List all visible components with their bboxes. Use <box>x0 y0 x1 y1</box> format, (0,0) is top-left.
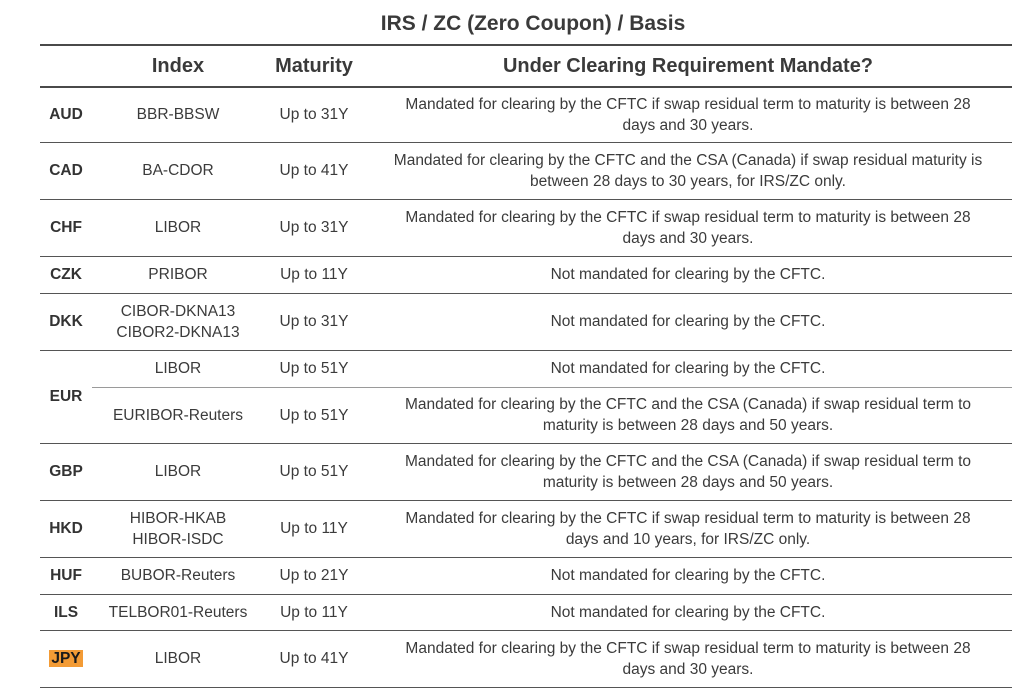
currency-cell: AUD <box>40 87 92 142</box>
currency-cell: DKK <box>40 293 92 350</box>
maturity-cell: Up to 51Y <box>264 350 364 387</box>
index-cell: BBR-BBSW <box>92 87 264 142</box>
currency-cell: CHF <box>40 199 92 256</box>
maturity-cell: Up to 11Y <box>264 500 364 557</box>
maturity-cell: Up to 11Y <box>264 256 364 293</box>
index-cell: LIBOR <box>92 443 264 500</box>
maturity-cell: Up to 31Y <box>264 199 364 256</box>
mandate-line: Mandated for clearing by the CFTC if swap residual term to maturity is between 28 <box>405 95 971 113</box>
mandate-line: Mandated for clearing by the CFTC and the CSA (Canada) if swap residual term to <box>404 396 972 413</box>
maturity-cell: Up to 41Y <box>264 630 364 687</box>
mandate-line: Mandated for clearing by the CFTC if swap residual term to maturity is between 28 <box>405 509 971 527</box>
table-row <box>40 256 1012 293</box>
index-line: HIBOR-ISDC <box>132 530 224 548</box>
mandate-cell <box>364 387 1012 443</box>
index-line: CIBOR2-DKNA13 <box>116 323 240 341</box>
mandate-cell <box>364 199 1012 256</box>
maturity-cell: Up to 11Y <box>264 594 364 630</box>
mandate-cell: Not mandated for clearing by the CFTC. <box>364 293 1012 350</box>
header-currency <box>40 46 92 87</box>
table-row <box>40 557 1012 594</box>
mandate-cell: Not mandated for clearing by the CFTC. <box>364 350 1012 387</box>
table-row <box>40 387 1012 443</box>
currency-cell: HUF <box>40 557 92 594</box>
index-cell: LIBOR <box>92 350 264 387</box>
index-cell <box>92 293 264 350</box>
mandate-cell <box>364 630 1012 687</box>
clearing-mandate-table-container <box>40 0 1012 688</box>
table-row <box>40 500 1012 557</box>
index-line: CIBOR-DKNA13 <box>120 302 236 320</box>
mandate-cell <box>364 500 1012 557</box>
mandate-line: Mandated for clearing by the CFTC and the CSA (Canada) if swap residual term to <box>404 452 972 470</box>
table-row <box>40 142 1012 199</box>
table-title: IRS / ZC (Zero Coupon) / Basis <box>40 0 1012 46</box>
highlighted-currency: JPY <box>51 650 81 667</box>
mandate-line: Mandated for clearing by the CFTC if swap residual term to maturity is between 28 <box>405 639 971 657</box>
mandate-cell: Not mandated for clearing by the CFTC. <box>364 256 1012 293</box>
header-index: Index <box>92 46 264 87</box>
mandate-line: days and 30 years. <box>622 660 754 678</box>
index-cell: LIBOR <box>92 630 264 687</box>
maturity-cell: Up to 51Y <box>264 443 364 500</box>
mandate-cell: Not mandated for clearing by the CFTC. <box>364 557 1012 594</box>
table-row <box>40 87 1012 142</box>
index-cell: PRIBOR <box>92 256 264 293</box>
mandate-line: between 28 days to 30 years, for IRS/ZC only. <box>530 172 846 190</box>
maturity-cell: Up to 51Y <box>264 387 364 443</box>
maturity-cell: Up to 31Y <box>264 293 364 350</box>
index-cell <box>92 500 264 557</box>
maturity-cell: Up to 41Y <box>264 142 364 199</box>
table-row <box>40 630 1012 687</box>
table-row <box>40 443 1012 500</box>
mandate-cell <box>364 142 1012 199</box>
index-cell: BUBOR-Reuters <box>92 557 264 594</box>
header-row <box>40 46 1012 87</box>
mandate-line: Mandated for clearing by the CFTC and the CSA (Canada) if swap residual maturity is <box>393 151 983 169</box>
header-mandate: Under Clearing Requirement Mandate? <box>364 46 1012 87</box>
mandate-cell <box>364 87 1012 142</box>
clearing-mandate-table <box>40 46 1012 688</box>
mandate-line: days and 30 years. <box>622 116 754 134</box>
header-maturity: Maturity <box>264 46 364 87</box>
mandate-line: days and 10 years, for IRS/ZC only. <box>565 530 811 548</box>
mandate-line: Mandated for clearing by the CFTC if swap residual term to maturity is between 28 <box>405 208 971 226</box>
table-row <box>40 594 1012 630</box>
mandate-line: days and 30 years. <box>622 229 754 247</box>
currency-cell: ILS <box>40 594 92 630</box>
table-row <box>40 350 1012 387</box>
maturity-cell: Up to 31Y <box>264 87 364 142</box>
currency-cell <box>40 630 92 687</box>
index-cell: EURIBOR-Reuters <box>92 387 264 443</box>
maturity-cell: Up to 21Y <box>264 557 364 594</box>
currency-cell: CAD <box>40 142 92 199</box>
currency-cell: HKD <box>40 500 92 557</box>
index-cell: TELBOR01-Reuters <box>92 594 264 630</box>
currency-cell: CZK <box>40 256 92 293</box>
mandate-cell: Not mandated for clearing by the CFTC. <box>364 594 1012 630</box>
currency-cell: GBP <box>40 443 92 500</box>
index-cell: LIBOR <box>92 199 264 256</box>
mandate-cell <box>364 443 1012 500</box>
index-line: HIBOR-HKAB <box>129 509 227 527</box>
index-cell: BA-CDOR <box>92 142 264 199</box>
mandate-line: maturity is between 28 days and 50 years. <box>542 473 834 491</box>
mandate-line: maturity is between 28 days and 50 years. <box>542 417 834 434</box>
currency-cell: EUR <box>40 350 92 443</box>
table-row <box>40 293 1012 350</box>
table-row <box>40 199 1012 256</box>
